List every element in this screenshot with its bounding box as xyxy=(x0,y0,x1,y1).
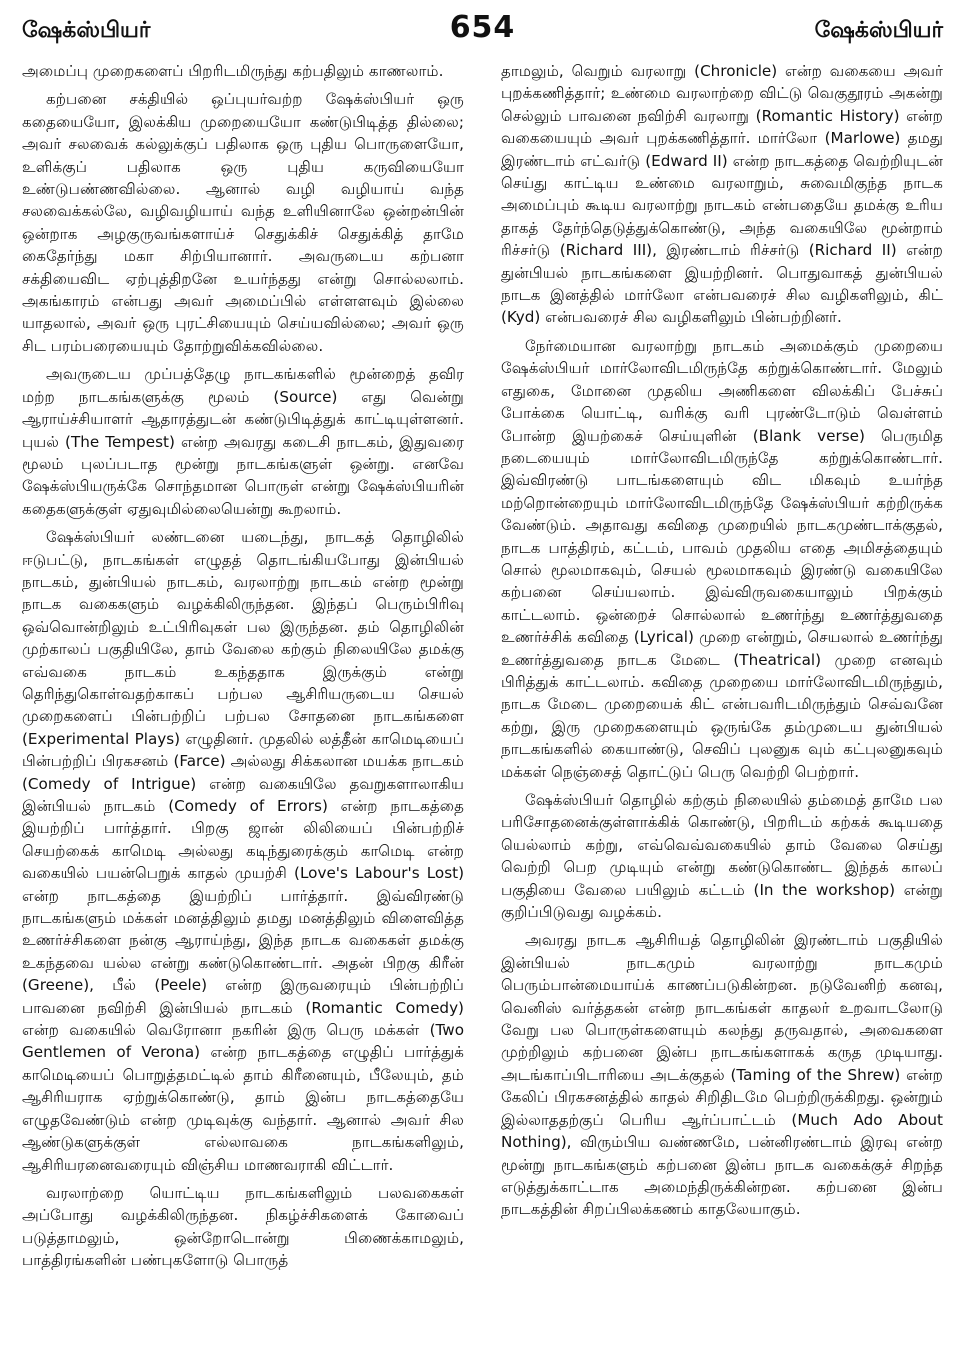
paragraph: கற்பனை சக்தியில் ஒப்புயர்வற்ற ஷேக்ஸ்பியர் ஒரு கதையையோ, இலக்கிய முறையையோ கண்டுபிடித்த தில்லை; அவர் சலவைக் கல்லுக்குப் பதிலாக ஒரு புதிய பொருளையோ, உளிக்குப் பதிலாக ஒரு புதிய கருவியையோ உண்டுபண்ணவில்லை. ஆனால் வழி வழியாய் வந்த சலவைக்கல்லே, வழிவழியாய் வந்த உளியினாலே ஒன்றன்பின் ஒன்றாக அழகுருவங்களாய்ச் செதுக்கிச் செதுக்கித் தாமே கைதேர்ந்து மகா சிற்பியானார். அவருடைய கற்பனா சக்தியைவிட ஏற்புத்திறனே உயர்ந்தது என்று சொல்லலாம். அகங்காரம் என்பது அவர் அமைப்பில் எள்ளளவும் இல்லை யாதலால், அவர் ஒரு புரட்சியையும் செய்யவில்லை; அவர் ஒரு சிட பரம்பரையையும் தோற்றுவிக்கவில்லை. xyxy=(22,90,464,355)
page-header xyxy=(22,10,943,60)
paragraph: அவருடைய முப்பத்தேழு நாடகங்களில் மூன்றைத் தவிர மற்ற நாடகங்களுக்கு மூலம் (Source) எது வென்று ஆராய்ச்சியாளர் ஆதாரத்துடன் கண்டுபிடித்துக் காட்டியுள்ளனர். புயல் (The Tempest) என்ற அவரது கடைசி நாடகம், இதுவரை மூலம் புலப்படாத மூன்று நாடகங்களுள் ஒன்று. எனவே ஷேக்ஸ்பியருக்கே சொந்தமான பொருள் என்று ஷேக்ஸ்பியரின் கதைகளுக்குள் ஏதுவுமில்லையென்று கூறலாம். xyxy=(22,365,464,518)
paragraph: அமைப்பு முறைகளைப் பிறரிடமிருந்து கற்பதிலும் காணலாம். xyxy=(22,62,444,80)
paragraph: வரலாற்றை யொட்டிய நாடகங்களிலும் பலவகைகள் அப்போது வழக்கிலிருந்தன. நிகழ்ச்சிகளைக் கோவைப் படுத்தாமலும், ஒன்றோடொன்று பிணைக்காமலும், பாத்திரங்களின் பண்புகளோடு பொருத் xyxy=(22,1183,464,1270)
left-column xyxy=(22,60,464,1278)
two-column-body xyxy=(22,60,943,1278)
running-head-right: ஷேக்ஸ்பியர் xyxy=(814,18,943,43)
paragraph: ஷேக்ஸ்பியர் லண்டனை யடைந்து, நாடகத் தொழிலில் ஈடுபட்டு, நாடகங்கள் எழுதத் தொடங்கியபோது இன்பியல் நாடகம், துன்பியல் நாடகம், வரலாற்று நாடகம் என்ற மூன்று நாடக வகைகளும் வழக்கிலிருந்தன. இந்தப் பெரும்பிரிவு ஒவ்வொன்றிலும் உட்பிரிவுகள் பல இருந்தன. தம் தொழிலின் முற்காலப் பகுதியிலே, தாம் வேலை கற்கும் நிலையிலே தமக்கு எவ்வகை நாடகம் உகந்ததாக இருக்கும் என்று தெரிந்துகொள்வதற்காகப் பற்பல ஆசிரியருடைய செயல் முறைகளைப் பின்பற்றிப் பற்பல சோதனை நாடகங்களை (Experimental Plays) எழுதினர். முதலில் லத்தீன் காமெடியைப் பின்பற்றிப் பிரகசனம் (Farce) அல்லது சிக்கலான மயக்க நாடகம் (Comedy of Intrigue) என்ற வகையிலே தவறுகளாலாகிய இன்பியல் நாடகம் (Comedy of Errors) என்ற நாடகத்தை இயற்றிப் பார்த்தார். பிறகு ஜான் லிலியைப் பின்பற்றிச் செயற்கைக் காமெடி அல்லது கடிந்துரைக்கும் காமெடி என்ற வகையில் பயன்பெறுக் காதல் முயற்சி (Love's Labour's Lost) என்ற நாடகத்தை இயற்றிப் பார்த்தார். இவ்விரண்டு நாடகங்களும் மக்கள் மனத்திலும் தமது மனத்திலும் விளைவித்த உணர்ச்சிகளை நன்கு ஆராய்ந்து, இந்த நாடக வகைகள் தமக்கு உகந்தவை யல்ல என்று கண்டுகொண்டார். அதன் பிறகு கிரீன் (Greene), பீல் (Peele) என்ற இருவரையும் பின்பற்றிப் பாவனை நவிற்சி இன்பியல் நாடகம் (Romantic Comedy) என்ற வகையில் வெரோனா நகரின் இரு பெரு மக்கள் (Two Gentlemen of Verona) என்ற நாடகத்தை எழுதிப் பார்த்துக் காமெடியைப் பொறுத்தமட்டில் தாம் கிரீனையும், பீலேயும், தம் ஆசிரியராக ஏற்றுக்கொண்டு, தாம் இன்ப நாடகத்தையே எழுதவேண்டும் என்ற முடிவுக்கு வந்தார். ஆனால் அவர் சில ஆண்டுகளுக்குள் எல்லாவகை நாடகங்களிலும், ஆசிரியரனைவரையும் விஞ்சிய மாணவராகி விட்டார். xyxy=(22,528,464,1174)
paragraph: தாமலும், வெறும் வரலாறு (Chronicle) என்ற வகையை அவர் புறக்கணித்தார்; உண்மை வரலாற்றை விட்டு வெகுதூரம் அகன்று செல்லும் பாவனை நவிற்சி வரலாறு (Romantic History) என்ற வகையையும் அவர் புறக்கணித்தார். மார்லோ (Marlowe) தமது இரண்டாம் எட்வர்டு (Edward II) என்ற நாடகத்தை வெற்றியுடன் செய்து காட்டிய உண்மை வரலாறும், சுவைமிகுந்த நாடக அமைப்பும் கூடிய வரலாற்று நாடகம் என்பதையே தமக்கு உரிய தாகத் தேர்ந்தெடுத்துக்கொண்டு, அந்த வகையிலே மூன்றாம் ரிச்சர்டு (Richard III), இரண்டாம் ரிச்சர்டு (Richard II) என்ற துன்பியல் நாடகங்களை இயற்றினர். பொதுவாகத் துன்பியல் நாடக இனத்தில் மார்லோ என்பவரைச் சில வழிகளிலும், கிட் (Kyd) என்பவரைச் சில வழிகளிலும் பின்பற்றினர். xyxy=(501,62,943,327)
running-head-left: ஷேக்ஸ்பியர் xyxy=(22,18,151,43)
paragraph: ஷேக்ஸ்பியர் தொழில் கற்கும் நிலையில் தம்மைத் தாமே பல பரிசோதனைக்குள்ளாக்கிக் கொண்டு, பிறரிடம் கற்கக் கூடியதை யெல்லாம் கற்று, எவ்வெவ்வகையில் தாம் வேலை செய்து வெற்றி பெற முடியும் என்று கண்டுகொண்ட இந்தக் காலப் பகுதியை வேலை பயிலும் கட்டம் (In the workshop) என்று குறிப்பிடுவது வழக்கம். xyxy=(501,791,943,922)
page-number: 654 xyxy=(449,10,516,45)
right-column xyxy=(501,60,943,1278)
paragraph: அவரது நாடக ஆசிரியத் தொழிலின் இரண்டாம் பகுதியில் இன்பியல் நாடகமும் வரலாற்று நாடகமும் பெரும்பான்மையாய்க் காணப்படுகின்றன. நடுவேனிற் கனவு, வெனிஸ் வர்த்தகன் என்ற நாடகங்கள் காதலர் உறவாடலோடு வேறு பல பொருள்களையும் கலந்து தருவதால், அவைகளை முற்றிலும் கற்பனை இன்ப நாடகங்களாகக் கருத முடியாது. அடங்காப்பிடாரியை அடக்குதல் (Taming of the Shrew) என்ற கேலிப் பிரகசனத்தில் காதல் சிறிதிடமே பெற்றிருக்கிறது. ஒன்றும் இல்லாததற்குப் பெரிய ஆர்ப்பாட்டம் (Much Ado About Nothing), விரும்பிய வண்ணமே, பன்னிரண்டாம் இரவு என்ற மூன்று நாடகங்களும் கற்பனை இன்ப நாடக வகைக்குச் சிறந்த எடுத்துக்காட்டாக அமைந்திருக்கின்றன. கற்பனை இன்ப நாடகத்தின் சிறப்பிலக்கணம் காதலேயாகும். xyxy=(501,931,943,1219)
paragraph: நேர்மையான வரலாற்று நாடகம் அமைக்கும் முறையை ஷேக்ஸ்பியர் மார்லோவிடமிருந்தே கற்றுக்கொண்டார். மேலும் எதுகை, மோனை முதலிய அணிகளை விலக்கிப் பேச்சுப் போக்கை யொட்டி, வரிக்கு வரி புரண்டோடும் வெள்ளம் போன்ற இயற்கைச் செய்யுளின் (Blank verse) பெருமித நடையையும் மார்லோவிடமிருந்தே கற்றுக்கொண்டார். இவ்விரண்டு பாடங்களையும் விட மிகவும் உயர்ந்த மற்றொன்றையும் மார்லோவிடமிருந்தே ஷேக்ஸ்பியர் கற்றிருக்க வேண்டும். அதாவது கவிதை முறையில் நாடகமுண்டாக்குதல், நாடக பாத்திரம், கட்டம், பாவம் முதலிய எதை அமிசத்தையும் சொல் மூலமாகவும், செயல் மூலமாகவும் இரண்டு வகையிலே கற்பனை செய்யலாம். இவ்விருவகையாலும் பிறக்கும் காட்டலாம். ஒன்றைச் சொல்லால் உணர்ந்து உணர்த்துவதை உணர்ச்சிக் கவிதை (Lyrical) முறை என்றும், செயலால் உணர்ந்து உணர்த்துவதை நாடக மேடை (Theatrical) முறை எனவும் பிரித்துக் காட்டலாம். கவிதை முறையை மார்லோவிடமிருந்தும், நாடக மேடை முறையைக் கிட் என்பவரிடமிருந்தும் செவ்வனே கற்று, இரு முறைகளையும் ஒருங்கே தம்முடைய துன்பியல் நாடகங்களில் கையாண்டு, செவிப் புலனுக வும் கட்புலனுகவும் மக்கள் நெஞ்சைத் தொட்டுப் பெரு வெற்றி பெற்றார். xyxy=(501,336,943,781)
